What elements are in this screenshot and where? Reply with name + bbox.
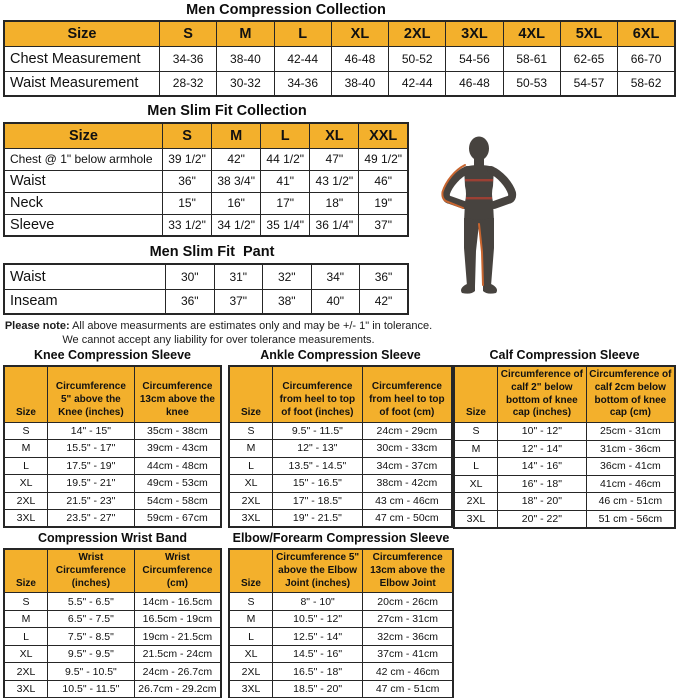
value-cell: 18" xyxy=(310,192,359,214)
table-row xyxy=(229,492,452,510)
value-cell: 42" xyxy=(360,289,409,314)
value-cell: 38" xyxy=(263,289,312,314)
row-label: Chest Measurement xyxy=(4,46,160,71)
header-row xyxy=(229,366,452,422)
row-label: Waist xyxy=(4,170,163,192)
value-cell: 12" - 14" xyxy=(498,440,587,458)
column-header: Circumference from heel to top of foot (inches) xyxy=(273,366,363,422)
figure-head xyxy=(469,137,489,161)
table-row xyxy=(4,610,221,628)
value-cell: 50-52 xyxy=(389,46,446,71)
value-cell: 25cm - 31cm xyxy=(586,423,675,441)
value-cell: 35cm - 38cm xyxy=(134,422,221,440)
table-row xyxy=(229,475,452,493)
knee-sleeve-block xyxy=(3,348,222,528)
value-cell: 12.5" - 14" xyxy=(273,628,363,646)
value-cell: 62-65 xyxy=(560,46,617,71)
value-cell: 54cm - 58cm xyxy=(134,492,221,510)
table-row xyxy=(4,457,221,475)
value-cell: 8" - 10" xyxy=(273,593,363,611)
male-silhouette-illustration xyxy=(440,136,518,312)
row-label: Neck xyxy=(4,192,163,214)
value-cell: 30-32 xyxy=(217,71,274,96)
row-label: 2XL xyxy=(454,493,498,511)
value-cell: 19" - 21.5" xyxy=(273,510,363,528)
value-cell: 31cm - 36cm xyxy=(586,440,675,458)
value-cell: 15" - 16.5" xyxy=(273,475,363,493)
value-cell: 9.5" - 11.5" xyxy=(273,422,363,440)
value-cell: 44cm - 48cm xyxy=(134,457,221,475)
value-cell: 38 3/4" xyxy=(212,170,261,192)
row-label: Waist Measurement xyxy=(4,71,160,96)
column-header: S xyxy=(160,21,217,46)
table-row xyxy=(4,593,221,611)
table-row xyxy=(4,645,221,663)
header-row xyxy=(229,549,453,593)
value-cell: 10.5" - 12" xyxy=(273,610,363,628)
value-cell: 38-40 xyxy=(217,46,274,71)
value-cell: 16" xyxy=(212,192,261,214)
column-header: 3XL xyxy=(446,21,503,46)
row-label: S xyxy=(454,423,498,441)
column-header: Size xyxy=(4,21,160,46)
table-row xyxy=(4,214,408,236)
column-header: Circumference 5" above the Elbow Joint (inches) xyxy=(273,549,363,593)
column-header: Circumference 5" above the Knee (inches) xyxy=(48,366,135,422)
waist-measurement-line xyxy=(466,197,492,199)
value-cell: 16.5cm - 19cm xyxy=(134,610,221,628)
value-cell: 26.7cm - 29.2cm xyxy=(134,680,221,698)
column-header: Wrist Circumference (inches) xyxy=(48,549,135,593)
figure-right-arm xyxy=(491,170,512,205)
value-cell: 33 1/2" xyxy=(163,214,212,236)
row-label: M xyxy=(454,440,498,458)
value-cell: 30" xyxy=(166,264,215,289)
men-compression-collection-title: Men Compression Collection xyxy=(186,2,386,18)
value-cell: 15" xyxy=(163,192,212,214)
table-row xyxy=(4,680,221,698)
column-header: Size xyxy=(4,549,48,593)
row-label: S xyxy=(229,422,273,440)
value-cell: 20cm - 26cm xyxy=(363,593,453,611)
value-cell: 19cm - 21.5cm xyxy=(134,628,221,646)
column-header: Size xyxy=(229,549,273,593)
calf-sleeve-title: Calf Compression Sleeve xyxy=(489,348,640,362)
column-header: Size xyxy=(229,366,273,422)
row-label: 2XL xyxy=(4,492,48,510)
table-row xyxy=(4,71,675,96)
row-label: M xyxy=(4,440,48,458)
value-cell: 5.5" - 6.5" xyxy=(48,593,135,611)
value-cell: 9.5" - 9.5" xyxy=(48,645,135,663)
table-row xyxy=(229,457,452,475)
column-header: 6XL xyxy=(618,21,675,46)
value-cell: 32" xyxy=(263,264,312,289)
column-header: L xyxy=(261,123,310,148)
knee-sleeve-title: Knee Compression Sleeve xyxy=(33,348,191,362)
value-cell: 36 1/4" xyxy=(310,214,359,236)
value-cell: 41" xyxy=(261,170,310,192)
figure-left-leg xyxy=(464,218,479,286)
value-cell: 9.5" - 10.5" xyxy=(48,663,135,681)
value-cell: 34" xyxy=(311,264,360,289)
value-cell: 16" - 18" xyxy=(498,475,587,493)
table-row xyxy=(4,628,221,646)
column-header: Circumference of calf 2" below bottom of knee cap (inches) xyxy=(498,366,587,423)
value-cell: 42-44 xyxy=(389,71,446,96)
row-label: 2XL xyxy=(229,492,273,510)
table-row xyxy=(4,170,408,192)
value-cell: 47 cm - 50cm xyxy=(362,510,452,528)
value-cell: 66-70 xyxy=(618,46,675,71)
column-header: Size xyxy=(4,366,48,422)
table-row xyxy=(454,423,675,441)
value-cell: 50-53 xyxy=(503,71,560,96)
table-row xyxy=(454,440,675,458)
value-cell: 18" - 20" xyxy=(498,493,587,511)
value-cell: 7.5" - 8.5" xyxy=(48,628,135,646)
value-cell: 34-36 xyxy=(160,46,217,71)
value-cell: 46" xyxy=(359,170,408,192)
compression-wrist-band-table xyxy=(3,548,222,698)
value-cell: 17" - 18.5" xyxy=(273,492,363,510)
value-cell: 27cm - 31cm xyxy=(363,610,453,628)
column-header: M xyxy=(212,123,261,148)
row-label: L xyxy=(4,628,48,646)
row-label: 2XL xyxy=(4,663,48,681)
row-label: L xyxy=(229,628,273,646)
value-cell: 39cm - 43cm xyxy=(134,440,221,458)
value-cell: 46 cm - 51cm xyxy=(586,493,675,511)
column-header: 5XL xyxy=(560,21,617,46)
knee-compression-sleeve-table xyxy=(3,365,222,528)
column-header: XL xyxy=(331,21,388,46)
tolerance-note xyxy=(0,319,437,348)
column-header: XL xyxy=(310,123,359,148)
column-header: XXL xyxy=(359,123,408,148)
value-cell: 43 cm - 46cm xyxy=(362,492,452,510)
value-cell: 17" xyxy=(261,192,310,214)
table-row xyxy=(4,264,408,289)
header-row xyxy=(4,123,408,148)
table-row xyxy=(4,492,221,510)
value-cell: 24cm - 29cm xyxy=(362,422,452,440)
value-cell: 37cm - 41cm xyxy=(363,645,453,663)
table-row xyxy=(4,422,221,440)
row-label: Chest @ 1" below armhole xyxy=(4,148,163,170)
value-cell: 24cm - 26.7cm xyxy=(134,663,221,681)
row-label: 3XL xyxy=(4,510,48,528)
value-cell: 42" xyxy=(212,148,261,170)
table-row xyxy=(229,593,453,611)
column-header: Circumference 13cm above the knee xyxy=(134,366,221,422)
value-cell: 40" xyxy=(311,289,360,314)
row-label: XL xyxy=(229,475,273,493)
column-header: S xyxy=(163,123,212,148)
value-cell: 36" xyxy=(166,289,215,314)
table-row xyxy=(4,440,221,458)
table-row xyxy=(4,510,221,528)
value-cell: 47 cm - 51cm xyxy=(363,680,453,698)
table-row xyxy=(229,680,453,698)
note-line2: We cannot accept any liability for over tolerance measurements. xyxy=(62,334,375,347)
value-cell: 19" xyxy=(359,192,408,214)
row-label: M xyxy=(229,610,273,628)
value-cell: 28-32 xyxy=(160,71,217,96)
value-cell: 36" xyxy=(360,264,409,289)
ankle-sleeve-title: Ankle Compression Sleeve xyxy=(260,348,421,362)
value-cell: 51 cm - 56cm xyxy=(586,510,675,528)
row-label: S xyxy=(229,593,273,611)
calf-sleeve-block xyxy=(453,348,676,529)
header-row xyxy=(4,21,675,46)
wrist-band-block xyxy=(3,531,222,698)
value-cell: 58-61 xyxy=(503,46,560,71)
value-cell: 32cm - 36cm xyxy=(363,628,453,646)
table-row xyxy=(4,289,408,314)
column-header: Size xyxy=(4,123,163,148)
value-cell: 38cm - 42cm xyxy=(362,475,452,493)
value-cell: 38-40 xyxy=(331,71,388,96)
value-cell: 16.5" - 18" xyxy=(273,663,363,681)
elbow-sleeve-title: Elbow/Forearm Compression Sleeve xyxy=(232,531,450,545)
value-cell: 44 1/2" xyxy=(261,148,310,170)
note-prefix: Please note: xyxy=(4,320,70,332)
row-label: Waist xyxy=(4,264,166,289)
figure-left-arm xyxy=(446,170,467,205)
value-cell: 54-56 xyxy=(446,46,503,71)
row-label: 3XL xyxy=(229,680,273,698)
column-header: 2XL xyxy=(389,21,446,46)
row-label: XL xyxy=(229,645,273,663)
row-label: XL xyxy=(454,475,498,493)
chest-measurement-line xyxy=(465,179,493,181)
header-row xyxy=(4,549,221,593)
men-slim-fit-pant-table xyxy=(3,263,409,315)
row-label: 3XL xyxy=(229,510,273,528)
column-header: Size xyxy=(454,366,498,423)
table-row xyxy=(229,628,453,646)
table-row xyxy=(229,440,452,458)
row-label: 3XL xyxy=(4,680,48,698)
value-cell: 39 1/2" xyxy=(163,148,212,170)
column-header: M xyxy=(217,21,274,46)
column-header: Circumference from heel to top of foot (cm) xyxy=(362,366,452,422)
value-cell: 10.5" - 11.5" xyxy=(48,680,135,698)
column-header: Circumference of calf 2cm below bottom of knee cap (cm) xyxy=(586,366,675,423)
header-row xyxy=(454,366,675,423)
value-cell: 31" xyxy=(214,264,263,289)
value-cell: 47" xyxy=(310,148,359,170)
value-cell: 46-48 xyxy=(331,46,388,71)
men-compression-collection-table xyxy=(3,20,676,97)
elbow-sleeve-block xyxy=(228,531,454,698)
value-cell: 49cm - 53cm xyxy=(134,475,221,493)
value-cell: 17.5" - 19" xyxy=(48,457,135,475)
table-row xyxy=(229,510,452,528)
wrist-band-title: Compression Wrist Band xyxy=(37,531,188,545)
note-line1: All above measurments are estimates only and may be +/- 1" in tolerance. xyxy=(69,320,433,332)
value-cell: 42-44 xyxy=(274,46,331,71)
value-cell: 49 1/2" xyxy=(359,148,408,170)
value-cell: 30cm - 33cm xyxy=(362,440,452,458)
value-cell: 10" - 12" xyxy=(498,423,587,441)
row-label: S xyxy=(4,422,48,440)
value-cell: 43 1/2" xyxy=(310,170,359,192)
table-row xyxy=(229,663,453,681)
value-cell: 37" xyxy=(214,289,263,314)
value-cell: 54-57 xyxy=(560,71,617,96)
value-cell: 34cm - 37cm xyxy=(362,457,452,475)
men-slim-fit-pant-title: Men Slim Fit Pant xyxy=(149,244,275,260)
value-cell: 18.5" - 20" xyxy=(273,680,363,698)
value-cell: 34-36 xyxy=(274,71,331,96)
table-row xyxy=(454,458,675,476)
row-label: S xyxy=(4,593,48,611)
column-header: 4XL xyxy=(503,21,560,46)
table-row xyxy=(4,475,221,493)
value-cell: 41cm - 46cm xyxy=(586,475,675,493)
column-header: L xyxy=(274,21,331,46)
value-cell: 21.5cm - 24cm xyxy=(134,645,221,663)
table-row xyxy=(4,148,408,170)
row-label: 2XL xyxy=(229,663,273,681)
value-cell: 23.5" - 27" xyxy=(48,510,135,528)
row-label: Sleeve xyxy=(4,214,163,236)
table-row xyxy=(229,610,453,628)
row-label: L xyxy=(454,458,498,476)
table-row xyxy=(229,645,453,663)
value-cell: 12" - 13" xyxy=(273,440,363,458)
value-cell: 34 1/2" xyxy=(212,214,261,236)
value-cell: 19.5" - 21" xyxy=(48,475,135,493)
row-label: L xyxy=(4,457,48,475)
row-label: L xyxy=(229,457,273,475)
value-cell: 15.5" - 17" xyxy=(48,440,135,458)
value-cell: 14" - 16" xyxy=(498,458,587,476)
elbow-forearm-compression-sleeve-table xyxy=(228,548,454,698)
header-row xyxy=(4,366,221,422)
table-row xyxy=(4,192,408,214)
column-header: Circumference 13cm above the Elbow Joint xyxy=(363,549,453,593)
row-label: M xyxy=(4,610,48,628)
row-label: XL xyxy=(4,645,48,663)
value-cell: 20" - 22" xyxy=(498,510,587,528)
value-cell: 13.5" - 14.5" xyxy=(273,457,363,475)
figure-right-foot xyxy=(483,284,497,294)
ankle-sleeve-block xyxy=(228,348,453,528)
value-cell: 36" xyxy=(163,170,212,192)
table-row xyxy=(454,493,675,511)
ankle-compression-sleeve-table xyxy=(228,365,453,528)
value-cell: 58-62 xyxy=(618,71,675,96)
value-cell: 21.5" - 23" xyxy=(48,492,135,510)
value-cell: 14cm - 16.5cm xyxy=(134,593,221,611)
table-row xyxy=(229,422,452,440)
value-cell: 46-48 xyxy=(446,71,503,96)
row-label: Inseam xyxy=(4,289,166,314)
value-cell: 35 1/4" xyxy=(261,214,310,236)
row-label: XL xyxy=(4,475,48,493)
body-silhouette xyxy=(446,137,512,294)
column-header: Wrist Circumference (cm) xyxy=(134,549,221,593)
row-label: 3XL xyxy=(454,510,498,528)
value-cell: 14" - 15" xyxy=(48,422,135,440)
table-row xyxy=(4,46,675,71)
figure-left-foot xyxy=(461,284,475,294)
men-slim-fit-collection-title: Men Slim Fit Collection xyxy=(147,103,307,119)
table-row xyxy=(454,475,675,493)
table-row xyxy=(4,663,221,681)
value-cell: 42 cm - 46cm xyxy=(363,663,453,681)
table-row xyxy=(454,510,675,528)
value-cell: 36cm - 41cm xyxy=(586,458,675,476)
row-label: M xyxy=(229,440,273,458)
value-cell: 37" xyxy=(359,214,408,236)
calf-compression-sleeve-table xyxy=(453,365,676,529)
men-slim-fit-collection-table xyxy=(3,122,409,237)
value-cell: 14.5" - 16" xyxy=(273,645,363,663)
value-cell: 6.5" - 7.5" xyxy=(48,610,135,628)
value-cell: 59cm - 67cm xyxy=(134,510,221,528)
